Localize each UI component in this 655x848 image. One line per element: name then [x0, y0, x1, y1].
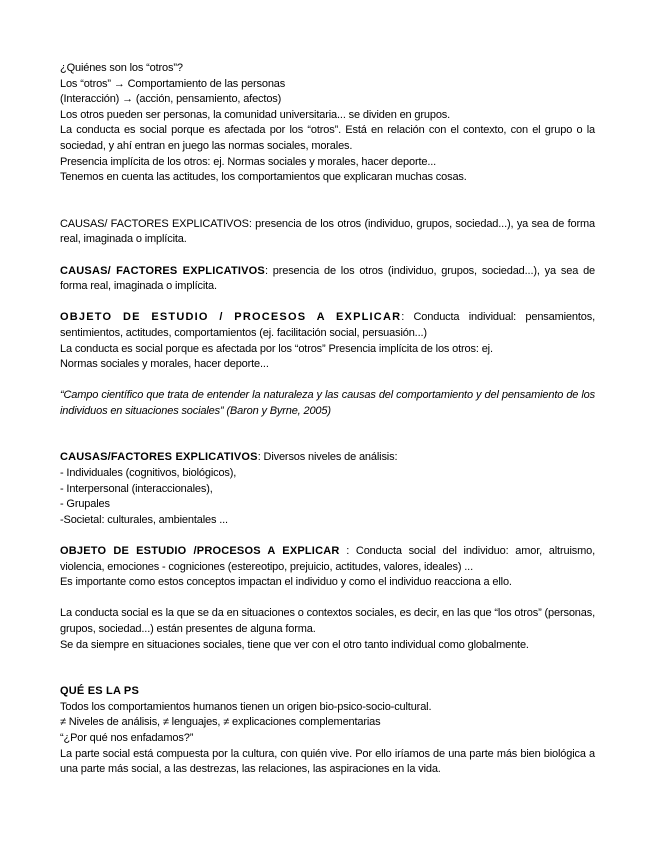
list-item: - Grupales	[60, 498, 110, 511]
objeto1-line2: La conducta es social porque es afectada por los “otros” Presencia implícita de los otros: ej.	[60, 342, 493, 355]
que-es-section	[60, 684, 595, 778]
objeto1-line3: Normas sociales y morales, hacer deporte...	[60, 358, 269, 371]
que-es-line: ≠ Niveles de análisis, ≠ lenguajes, ≠ explicaciones complementarias	[60, 716, 381, 729]
objeto-section-2	[60, 544, 595, 591]
que-es-heading: QUÉ ES LA PS	[60, 685, 140, 698]
intro-line: ¿Quiénes son los “otros”?	[60, 62, 183, 74]
list-item: - Interpersonal (interaccionales),	[60, 482, 213, 495]
que-es-line: La parte social está compuesta por la cultura, con quién vive. Por ello iríamos de una parte más bien biológica a una parte más social, a las destrezas, las relaciones, las aspiraciones en la vida.	[60, 747, 595, 776]
intro-line: Presencia implícita de los otros: ej. Normas sociales y morales, hacer deporte...	[60, 155, 437, 168]
conducta-line: La conducta social es la que se da en situaciones o contextos sociales, es decir, en las que “los otros” (personas, grupos, sociedad...) están presentes de alguna forma.	[60, 607, 595, 635]
causas2-paragraph	[60, 450, 595, 466]
conducta-line: Se da siempre en situaciones sociales, tiene que ver con el otro tanto individual como globalmente.	[60, 638, 529, 651]
causas-text: : presencia de los otros (individuo, grupos, sociedad...), ya sea de forma real, imaginada o implícita.	[60, 264, 595, 293]
definition-quote	[60, 388, 595, 419]
que-es-line: “¿Por qué nos enfadamos?”	[60, 731, 194, 744]
intro-line: Los “otros” → Comportamiento de las personas	[60, 77, 286, 90]
causas-label: CAUSAS/ FACTORES EXPLICATIVOS	[60, 264, 265, 277]
que-es-line: Todos los comportamientos humanos tienen un origen bio-psico-socio-cultural.	[60, 700, 432, 713]
causas-section-2	[60, 450, 595, 528]
quote-text: “Campo científico que trata de entender la naturaleza y las causas del comportamiento y del pensamiento de los individuos en situaciones sociales”	[60, 389, 595, 417]
objeto1-label: OBJETO DE ESTUDIO / PROCESOS A EXPLICAR	[60, 311, 402, 324]
objeto2-line2: Es importante como estos conceptos impactan el individuo y como el individuo reacciona a ello.	[60, 576, 512, 589]
objeto1-text: : Conducta individual: pensamientos, sentimientos, actitudes, comportamientos (ej. facilitación social, persuasión...)	[60, 311, 595, 339]
objeto2-text: : Conducta social del individuo: amor, altruismo, violencia, emociones - cogniciones (estereotipo, prejuicio, actitudes, valores, ideales) ...	[60, 545, 595, 573]
list-item: -Societal: culturales, ambientales ...	[60, 513, 228, 526]
objeto-section-1	[60, 310, 595, 372]
section-heading	[60, 684, 595, 700]
intro-line: La conducta es social porque es afectada por los “otros”. Está en relación con el contexto, con el grupo o la sociedad, y ahí entran en juego las normas sociales, morales.	[60, 124, 595, 152]
causas2-text: : Diversos niveles de análisis:	[257, 451, 398, 464]
conducta-section	[60, 606, 595, 653]
intro-section	[60, 61, 595, 186]
causas-bold-paragraph	[60, 264, 595, 295]
objeto2-paragraph	[60, 544, 595, 575]
intro-line: Tenemos en cuenta las actitudes, los comportamientos que explicaran muchas cosas.	[60, 171, 467, 184]
objeto2-label: OBJETO DE ESTUDIO /PROCESOS A EXPLICAR	[60, 545, 340, 558]
intro-line: (Interacción) → (acción, pensamiento, afectos)	[60, 93, 282, 106]
causas-plain-paragraph: CAUSAS/ FACTORES EXPLICATIVOS: presencia de los otros (individuo, grupos, sociedad...), ya sea de forma real, imaginada o implícita.	[60, 217, 595, 246]
intro-line: Los otros pueden ser personas, la comunidad universitaria... se dividen en grupos.	[60, 108, 451, 121]
objeto1-paragraph	[60, 310, 595, 341]
quote-citation: (Baron y Byrne, 2005)	[223, 404, 331, 417]
list-item: - Individuales (cognitivos, biológicos),	[60, 467, 237, 480]
causas2-label: CAUSAS/FACTORES EXPLICATIVOS	[60, 451, 258, 464]
